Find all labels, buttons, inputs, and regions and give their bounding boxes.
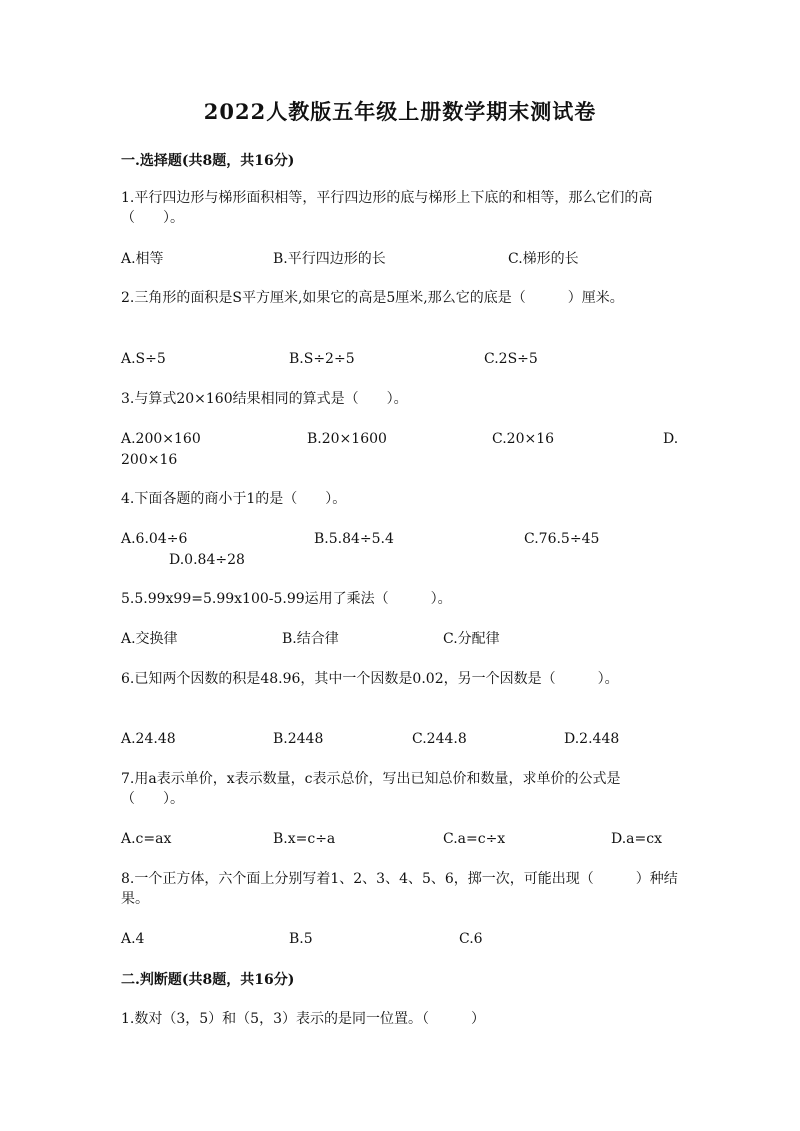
option-3d-value: 200×16: [121, 452, 178, 468]
question-6: 6.已知两个因数的积是48.96，其中一个因数是0.02，另一个因数是（ ）。: [121, 671, 619, 687]
question-5: 5.5.99x99=5.99x100-5.99运用了乘法（ ）。: [121, 591, 452, 607]
option-1c: C.梯形的长: [508, 251, 579, 267]
option-5b: B.结合律: [282, 631, 339, 647]
option-3c: C.20×16: [492, 431, 555, 447]
option-4a: A.6.04÷6: [121, 531, 188, 547]
option-7c: C.a=c÷x: [443, 831, 506, 847]
question-8: 8.一个正方体，六个面上分别写着1、2、3、4、5、6，掷一次，可能出现（ ）种结果。: [121, 871, 678, 907]
question-7: 7.用a表示单价，x表示数量，c表示总价，写出已知总价和数量，求单价的公式是（ ）。: [121, 771, 621, 807]
option-8b: B.5: [289, 931, 313, 947]
option-5a: A.交换律: [121, 631, 178, 647]
option-8a: A.4: [121, 931, 145, 947]
section-heading-choice: 一.选择题(共8题，共16分): [121, 153, 295, 169]
option-6d: D.2.448: [564, 731, 620, 747]
option-8c: C.6: [459, 931, 483, 947]
option-7a: A.c=ax: [121, 831, 172, 847]
option-2a: A.S÷5: [121, 351, 166, 367]
option-3d-label: D.: [663, 431, 679, 447]
option-4b: B.5.84÷5.4: [314, 531, 394, 547]
option-4d: D.0.84÷28: [169, 552, 245, 568]
option-3b: B.20×1600: [307, 431, 387, 447]
option-6c: C.244.8: [412, 731, 467, 747]
option-4c: C.76.5÷45: [524, 531, 600, 547]
option-1b: B.平行四边形的长: [273, 251, 386, 267]
section-heading-judgement: 二.判断题(共8题，共16分): [121, 972, 295, 988]
exam-title: 2022人教版五年级上册数学期末测试卷: [203, 99, 597, 124]
option-5c: C.分配律: [443, 631, 500, 647]
question-3: 3.与算式20×160结果相同的算式是（ ）。: [121, 391, 408, 407]
option-2c: C.2S÷5: [484, 351, 538, 367]
option-7b: B.x=c÷a: [273, 831, 336, 847]
question-1: 1.平行四边形与梯形面积相等，平行四边形的底与梯形上下底的和相等，那么它们的高（ ）。: [121, 190, 653, 226]
question-4: 4.下面各题的商小于1的是（ ）。: [121, 491, 347, 507]
option-6b: B.2448: [273, 731, 324, 747]
option-3a: A.200×160: [121, 431, 201, 447]
option-6a: A.24.48: [121, 731, 176, 747]
option-7d: D.a=cx: [611, 831, 662, 847]
question-2: 2.三角形的面积是S平方厘米,如果它的高是5厘米,那么它的底是（ ）厘米。: [121, 290, 624, 306]
option-1a: A.相等: [121, 251, 164, 267]
option-2b: B.S÷2÷5: [289, 351, 355, 367]
judgement-question-1: 1.数对（3，5）和（5，3）表示的是同一位置。（ ）: [121, 1011, 485, 1027]
